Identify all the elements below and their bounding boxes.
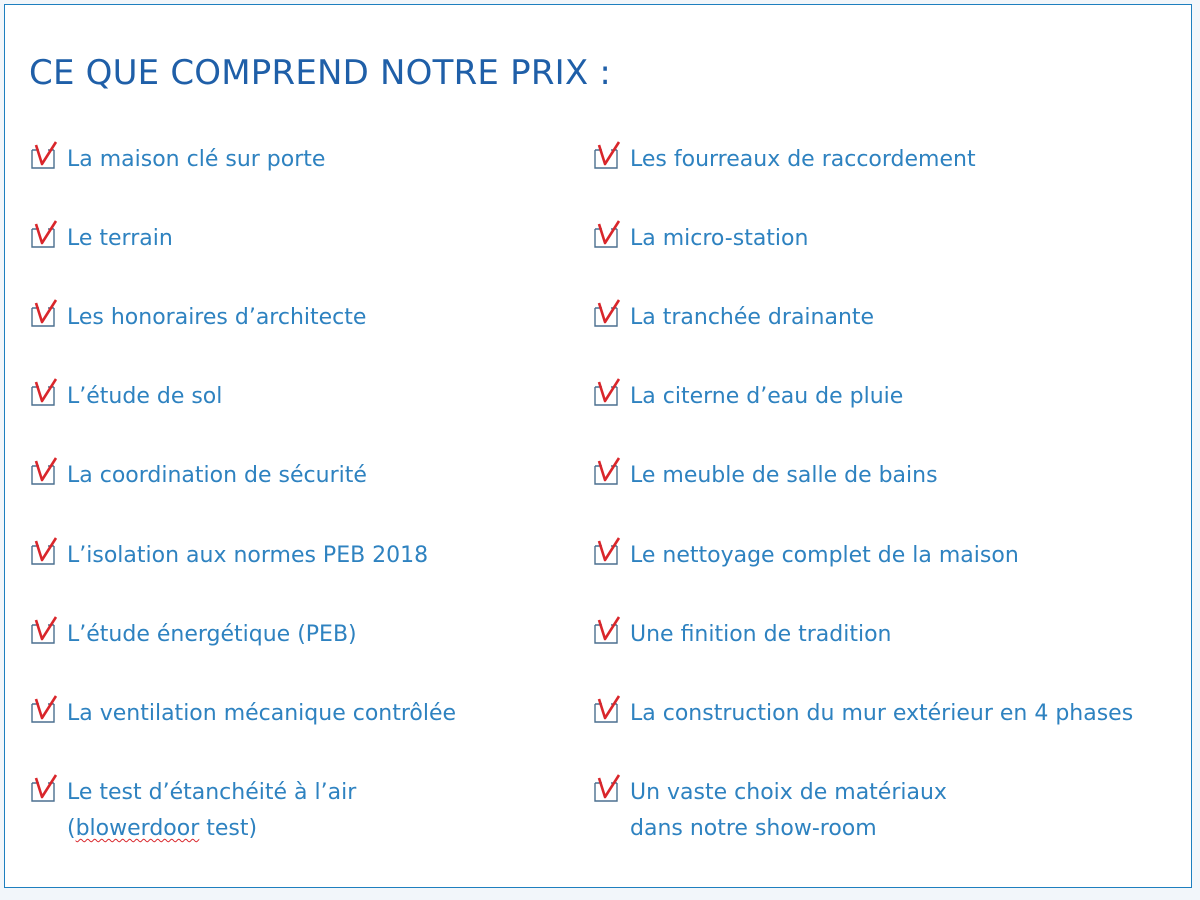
item-label: La citerne d’eau de pluie — [630, 384, 904, 409]
list-item — [592, 618, 892, 653]
checkbox-checked-icon — [29, 457, 59, 487]
list-item — [592, 380, 903, 415]
checkbox-checked-icon — [29, 378, 59, 408]
checkbox-checked-icon — [592, 220, 622, 250]
item-label: L’étude de sol — [67, 384, 223, 409]
item-label: La ventilation mécanique contrôlée — [67, 701, 457, 726]
checkbox-checked-icon — [592, 616, 622, 646]
list-item — [592, 143, 976, 178]
item-label: L’étude énergétique (PEB) — [67, 622, 357, 647]
item-label-continuation: dans notre show-room — [630, 816, 877, 841]
item-label: Les honoraires d’architecte — [67, 305, 367, 330]
checkbox-checked-icon — [592, 774, 622, 804]
price-panel — [4, 4, 1192, 888]
item-label: La tranchée drainante — [630, 305, 875, 330]
checkbox-checked-icon — [29, 616, 59, 646]
item-label: La coordination de sécurité — [67, 463, 367, 488]
checkbox-checked-icon — [29, 141, 59, 171]
list-item — [29, 697, 456, 732]
item-label: Le terrain — [67, 226, 173, 251]
checkbox-checked-icon — [29, 537, 59, 567]
list-item — [29, 539, 428, 574]
item-label: La maison clé sur porte — [67, 147, 326, 172]
checkbox-checked-icon — [592, 299, 622, 329]
list-item — [592, 459, 938, 494]
checkbox-checked-icon — [592, 457, 622, 487]
checkbox-checked-icon — [29, 774, 59, 804]
list-item — [29, 618, 357, 653]
checkbox-checked-icon — [592, 695, 622, 725]
item-label: Le nettoyage complet de la maison — [630, 543, 1019, 568]
list-item — [29, 380, 222, 415]
list-item — [29, 222, 173, 257]
item-label: Le meuble de salle de bains — [630, 463, 938, 488]
item-label: Le test d’étanchéité à l’air — [67, 780, 357, 805]
item-label-rest: test) — [199, 816, 258, 841]
list-item — [29, 143, 325, 178]
item-label: Un vaste choix de matériaux — [630, 780, 947, 805]
item-label: La construction du mur extérieur en 4 phases — [630, 701, 1134, 726]
item-label-continuation — [67, 811, 356, 847]
list-item — [592, 776, 947, 847]
list-item — [29, 459, 367, 494]
checkbox-checked-icon — [592, 141, 622, 171]
checkbox-checked-icon — [592, 378, 622, 408]
list-item — [592, 539, 1019, 574]
checkbox-checked-icon — [592, 537, 622, 567]
spellcheck-word: blowerdoor — [75, 816, 200, 841]
item-label: La micro-station — [630, 226, 809, 251]
checkbox-checked-icon — [29, 220, 59, 250]
item-label: Les fourreaux de raccordement — [630, 147, 976, 172]
checkbox-checked-icon — [29, 299, 59, 329]
list-item — [29, 776, 356, 847]
list-item — [592, 222, 808, 257]
list-item — [592, 301, 874, 336]
page-title: CE QUE COMPREND NOTRE PRIX : — [29, 53, 612, 93]
item-label: Une finition de tradition — [630, 622, 892, 647]
list-item — [592, 697, 1133, 732]
item-label: L’isolation aux normes PEB 2018 — [67, 543, 429, 568]
paren-open: ( — [67, 816, 76, 841]
checkbox-checked-icon — [29, 695, 59, 725]
list-item — [29, 301, 366, 336]
